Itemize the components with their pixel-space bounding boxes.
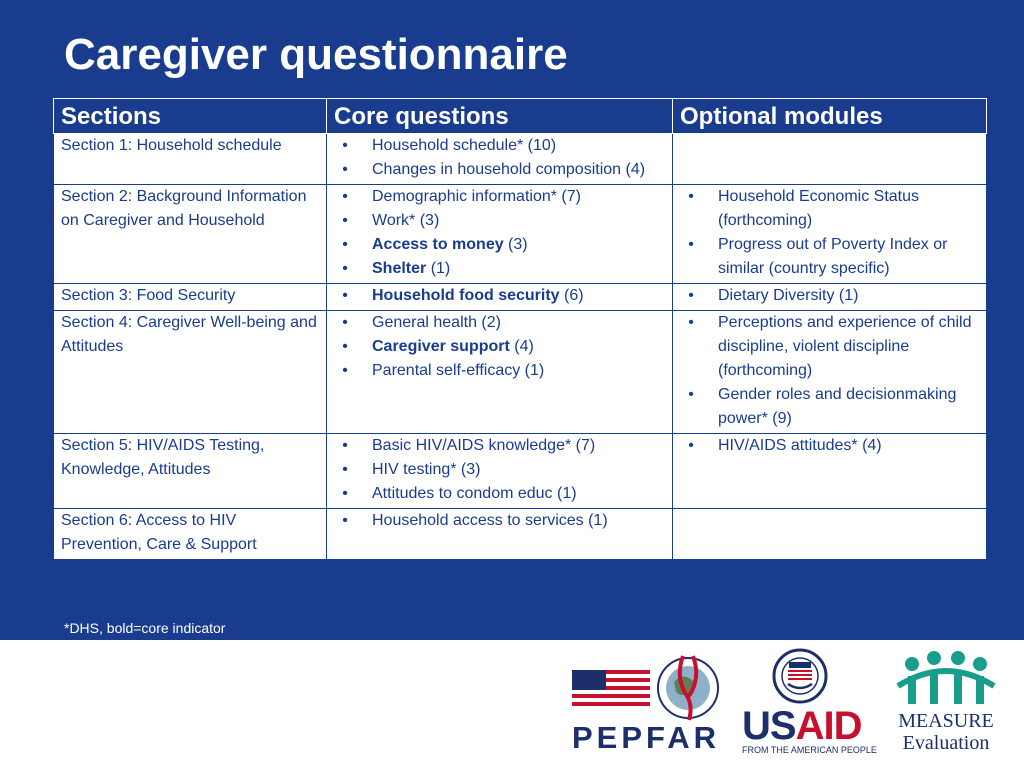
bullet-icon: •	[342, 137, 348, 154]
column-header-sections: Sections	[54, 99, 327, 134]
core-question-list-item	[334, 233, 665, 257]
pepfar-emblem-icon	[566, 648, 726, 722]
pepfar-logo	[566, 648, 726, 758]
measure-evaluation-logo	[890, 648, 1015, 764]
section-cell: Section 3: Food Security	[54, 284, 327, 311]
page-title: Caregiver questionnaire	[64, 30, 568, 79]
core-question-list-item	[334, 482, 665, 506]
section-cell: Section 2: Background Information on Caregiver and Household	[54, 185, 327, 284]
section-cell: Section 5: HIV/AIDS Testing, Knowledge, Attitudes	[54, 434, 327, 509]
optional-module-list-item	[680, 185, 979, 233]
section-cell: Section 1: Household schedule	[54, 134, 327, 185]
list-item-text: (1)	[426, 260, 451, 277]
table-header-row	[54, 99, 987, 134]
table-row	[54, 509, 987, 560]
list-item-text: Dietary Diversity (1)	[718, 287, 859, 304]
table-row	[54, 434, 987, 509]
core-question-list-item	[334, 209, 665, 233]
bullet-icon: •	[342, 161, 348, 178]
core-question-list	[334, 284, 665, 308]
core-question-list-item	[334, 284, 665, 308]
optional-modules-cell	[673, 284, 987, 311]
bullet-icon: •	[688, 386, 694, 403]
list-item-text: Household schedule* (10)	[372, 137, 557, 154]
usaid-wordmark-us: US	[742, 704, 796, 748]
core-question-list-item	[334, 458, 665, 482]
bullet-icon: •	[688, 188, 694, 205]
list-item-text: Household access to services (1)	[372, 512, 608, 529]
footnote: *DHS, bold=core indicator	[64, 620, 226, 636]
optional-module-list	[680, 284, 979, 308]
core-indicator-label: Caregiver support	[372, 338, 510, 355]
section-cell: Section 4: Caregiver Well-being and Attitudes	[54, 311, 327, 434]
list-item-text: HIV testing* (3)	[372, 461, 481, 478]
table-row	[54, 134, 987, 185]
table-row	[54, 311, 987, 434]
core-questions-cell	[327, 434, 673, 509]
core-question-list	[334, 434, 665, 506]
optional-module-list-item	[680, 284, 979, 308]
core-question-list-item	[334, 134, 665, 158]
optional-module-list-item	[680, 434, 979, 458]
optional-module-list	[680, 311, 979, 431]
list-item-text: Work* (3)	[372, 212, 440, 229]
list-item-text: (4)	[509, 338, 534, 355]
core-question-list	[334, 311, 665, 383]
measure-wordmark-line1: MEASURE	[898, 710, 994, 732]
core-indicator-label: Shelter	[372, 260, 427, 277]
list-item-text: Changes in household composition (4)	[372, 161, 646, 178]
optional-module-list	[680, 185, 979, 281]
section-cell: Section 6: Access to HIV Prevention, Care & Support	[54, 509, 327, 560]
core-indicator-label: Access to money	[372, 236, 504, 253]
core-question-list-item	[334, 335, 665, 359]
bullet-icon: •	[342, 338, 348, 355]
core-questions-cell	[327, 311, 673, 434]
optional-module-list-item	[680, 233, 979, 281]
table-row	[54, 284, 987, 311]
optional-module-list-item	[680, 311, 979, 383]
core-question-list-item	[334, 359, 665, 383]
usaid-tagline: FROM THE AMERICAN PEOPLE	[742, 745, 877, 755]
bullet-icon: •	[342, 212, 348, 229]
list-item-text: (3)	[503, 236, 528, 253]
core-question-list	[334, 509, 665, 533]
core-questions-cell	[327, 185, 673, 284]
core-question-list-item	[334, 509, 665, 533]
questionnaire-table	[53, 98, 987, 560]
list-item-text: Parental self-efficacy (1)	[372, 362, 545, 379]
optional-module-list-item	[680, 383, 979, 431]
bullet-icon: •	[688, 287, 694, 304]
optional-modules-cell	[673, 509, 987, 560]
bullet-icon: •	[342, 461, 348, 478]
list-item-text: Demographic information* (7)	[372, 188, 581, 205]
bullet-icon: •	[342, 314, 348, 331]
optional-modules-cell	[673, 434, 987, 509]
list-item-text: Progress out of Poverty Index or similar (country specific)	[718, 236, 948, 277]
bullet-icon: •	[342, 287, 348, 304]
bullet-icon: •	[342, 512, 348, 529]
bullet-icon: •	[688, 314, 694, 331]
optional-modules-cell	[673, 185, 987, 284]
measure-wordmark-line2: Evaluation	[902, 732, 990, 754]
list-item-text: HIV/AIDS attitudes* (4)	[718, 437, 882, 454]
core-questions-cell	[327, 509, 673, 560]
core-questions-cell	[327, 284, 673, 311]
core-question-list	[334, 185, 665, 281]
list-item-text: (6)	[559, 287, 584, 304]
logo-bar	[560, 648, 1020, 764]
core-question-list-item	[334, 158, 665, 182]
core-question-list-item	[334, 257, 665, 281]
core-question-list-item	[334, 185, 665, 209]
core-question-list-item	[334, 434, 665, 458]
table-body	[54, 134, 987, 560]
core-question-list	[334, 134, 665, 182]
core-questions-cell	[327, 134, 673, 185]
bullet-icon: •	[342, 188, 348, 205]
list-item-text: Attitudes to condom educ (1)	[372, 485, 577, 502]
core-question-list-item	[334, 311, 665, 335]
bullet-icon: •	[688, 437, 694, 454]
bullet-icon: •	[688, 236, 694, 253]
optional-modules-cell	[673, 311, 987, 434]
column-header-core-questions: Core questions	[327, 99, 673, 134]
bullet-icon: •	[342, 260, 348, 277]
optional-modules-cell	[673, 134, 987, 185]
usaid-wordmark	[742, 704, 861, 749]
pepfar-wordmark: PEPFAR	[572, 720, 721, 755]
measure-people-icon	[890, 648, 1002, 708]
list-item-text: General health (2)	[372, 314, 501, 331]
measure-evaluation-wordmark	[890, 710, 1002, 754]
bullet-icon: •	[342, 362, 348, 379]
bullet-icon: •	[342, 236, 348, 253]
usaid-wordmark-aid: AID	[795, 704, 862, 748]
list-item-text: Gender roles and decisionmaking power* (9)	[718, 386, 957, 427]
column-header-optional-modules: Optional modules	[673, 99, 987, 134]
list-item-text: Household Economic Status (forthcoming)	[718, 188, 919, 229]
optional-module-list	[680, 434, 979, 458]
list-item-text: Basic HIV/AIDS knowledge* (7)	[372, 437, 596, 454]
usaid-logo	[742, 648, 877, 758]
bullet-icon: •	[342, 485, 348, 502]
list-item-text: Perceptions and experience of child discipline, violent discipline (forthcoming)	[718, 314, 972, 379]
bullet-icon: •	[342, 437, 348, 454]
usaid-seal-icon	[742, 648, 872, 704]
table-row	[54, 185, 987, 284]
core-indicator-label: Household food security	[372, 287, 560, 304]
